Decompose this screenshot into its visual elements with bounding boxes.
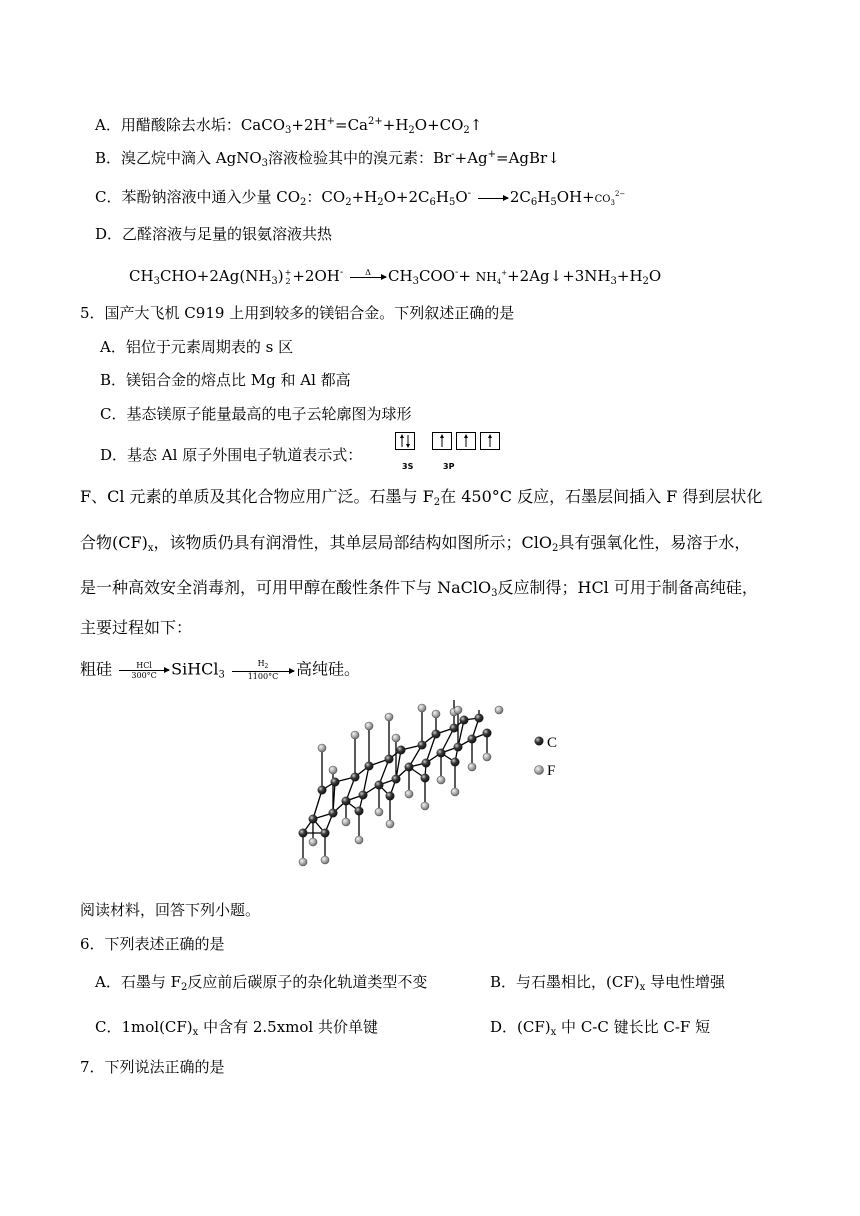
orbital-3s-box — [395, 432, 415, 450]
legend-fluorine-marker — [535, 766, 544, 775]
q6-option-c: C．$1mol(CF)_x$ 中含有 2.5xmol 共价单键 — [95, 1018, 378, 1038]
q5-option-d: D．基态 Al 原子外围电子轨道表示式： — [100, 446, 363, 464]
orbital-diagram — [395, 432, 510, 472]
q7-stem: 7．下列说法正确的是 — [80, 1058, 225, 1076]
q4-option-a: A．用醋酸除去水垢：$CaCO_3+2H^+=Ca^{2+}+H_2O+CO_2↑$ — [95, 116, 483, 136]
q5-option-c: C．基态镁原子能量最高的电子云轮廓图为球形 — [100, 405, 412, 423]
q4-option-b: B．溴乙烷中滴入 AgNO$_3$溶液检验其中的溴元素：Br-+Ag+=AgBr↓ — [95, 149, 560, 169]
orbital-3p-box-2 — [456, 432, 476, 450]
cf-layer-structure-diagram — [280, 700, 580, 890]
orbital-3s-label: 3S — [402, 462, 414, 471]
carbon-atoms — [299, 714, 492, 838]
q5-option-b: B．镁铝合金的熔点比 Mg 和 Al 都高 — [100, 371, 351, 389]
q6-option-b: B．与石墨相比，$(CF)_x$ 导电性增强 — [490, 973, 726, 993]
q6-option-d: D．$(CF)_x$ 中 C-C 键长比 C-F 短 — [490, 1018, 711, 1038]
passage-line-3: 是一种高效安全消毒剂，可用甲醇在酸性条件下与 NaClO$_3$反应制得；HCl 可用于制备高纯硅， — [80, 578, 758, 599]
legend-fluorine-label: F — [547, 763, 556, 779]
q4-option-c: C．苯酚钠溶液中通入少量 $CO_2$：$CO_2+H_2O+2C_6H_5O^-$ $2C_6H_5OH+CO_3^{2-}$ — [95, 188, 626, 208]
legend-carbon-label: C — [547, 735, 558, 751]
q5-option-a: A．铝位于元素周期表的 s 区 — [100, 338, 294, 356]
read-prompt: 阅读材料，回答下列小题。 — [80, 901, 261, 919]
passage-line-4: 主要过程如下： — [80, 618, 193, 637]
q4-option-d-equation: $CH_3CHO+2Ag(NH_3)$ + 2 +2OH- Δ $CH_3COO^-+$ $NH_4^++2Ag↓+3NH_3+H_2O$ — [129, 267, 662, 287]
orbital-3p-box-1 — [432, 432, 452, 450]
orbital-3p-box-3 — [480, 432, 500, 450]
legend-carbon-marker — [535, 737, 544, 746]
q6-option-a: A．石墨与 $F_2$反应前后碳原子的杂化轨道类型不变 — [95, 973, 428, 993]
q5-stem: 5．国产大飞机 C919 上用到较多的镁铝合金。下列叙述正确的是 — [80, 304, 515, 322]
passage-line-2: 合物$(CF)_x$，该物质仍具有润滑性，其单层局部结构如图所示；ClO$_2$具有强氧化性，易溶于水， — [80, 533, 751, 554]
orbital-3p-label: 3P — [443, 462, 455, 471]
q4-option-d: D．乙醛溶液与足量的银氨溶液共热 — [95, 225, 333, 243]
silicon-process: 粗硅 HCl 300°C SiHCl$_3$ $\frac{H_2}{1100^\circ C}$ 高纯硅。 — [80, 659, 360, 681]
q6-stem: 6．下列表述正确的是 — [80, 935, 225, 953]
passage-line-1: F、Cl 元素的单质及其化合物应用广泛。石墨与 $F_2$在 450°C 反应，石墨层间插入 F 得到层状化 — [80, 487, 763, 508]
